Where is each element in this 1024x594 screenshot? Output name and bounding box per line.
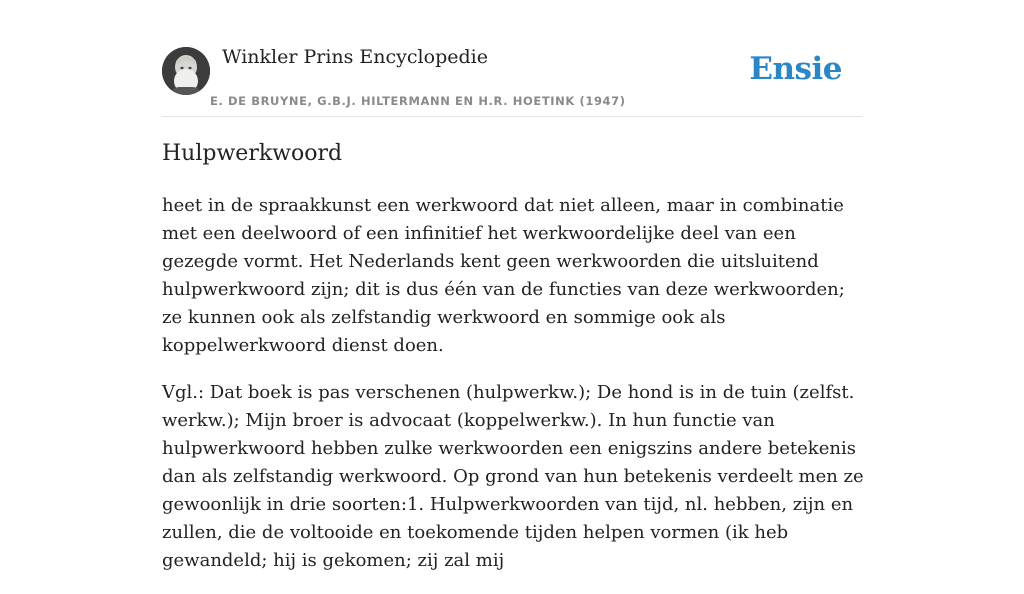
author-avatar[interactable] [162,47,210,95]
entry-paragraph: heet in de spraakkunst een werkwoord dat niet alleen, maar in combinatie met een deelwoord of een infinitief het werkwoordelijke deel van een gezegde vormt. Het Nederlands kent geen werkwoorden die uitsluitend hulpwerkwoord zijn; dit is dus één van de functies van deze werkwoorden; ze kunnen ook als zelfstandig werkwoord en sommige ook als koppelwerkwoord dienst doen. [162,195,845,356]
site-header [162,45,862,117]
entry-paragraph: Vgl.: Dat boek is pas verschenen (hulpwerkw.); De hond is in de tuin (zelfst. werkw.); Mijn broer is advocaat (koppelwerkw.). In hun functie van hulpwerkwoord hebben zulke werkwoorden een enigszins andere betekenis dan als zelfstandig werkwoord. Op grond van hun betekenis verdeelt men ze gewoonlijk in drie soorten:1. Hulpwerkwoorden van tijd, nl. hebben, zijn en zullen, die de voltooide en toekomende tijden helpen vormen (ik heb gewandeld; hij is gekomen; zij zal mij [162,382,864,571]
author-portrait-icon [162,47,210,95]
source-title[interactable]: Winkler Prins Encyclopedie [222,46,488,68]
ensie-logo[interactable]: Ensie [749,51,842,87]
source-authors: E. DE BRUYNE, G.B.J. HILTERMANN EN H.R. HOETINK (1947) [210,94,626,108]
entry-title: Hulpwerkwoord [162,141,343,166]
entry-content [162,192,867,594]
